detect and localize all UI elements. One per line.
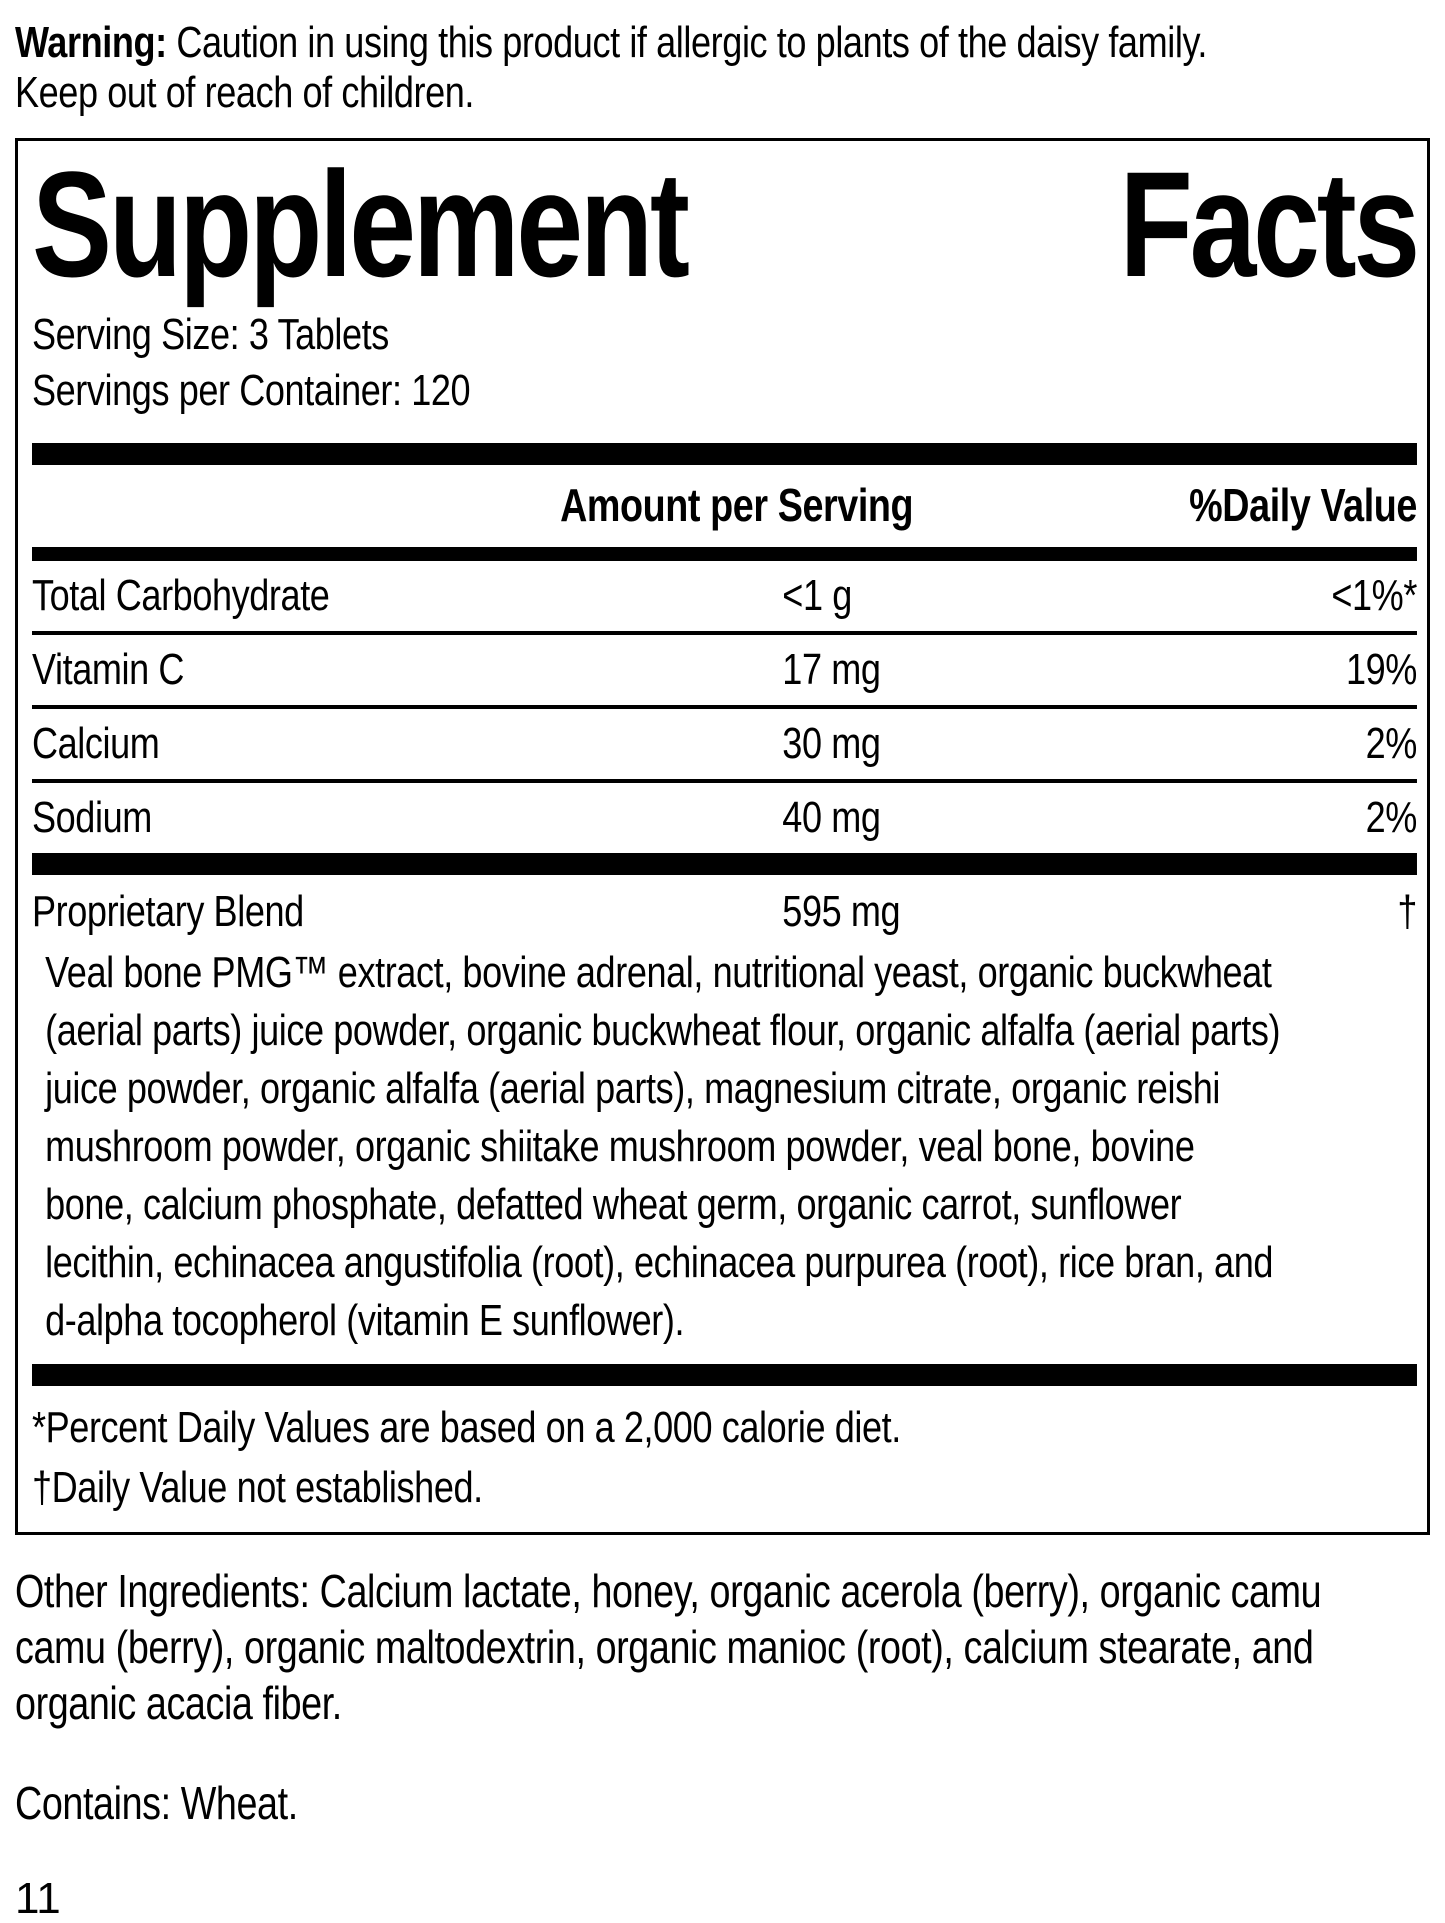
table-row-vitamin-c — [32, 631, 1417, 705]
footnote-daily-value-not-established: †Daily Value not established. — [32, 1463, 483, 1512]
contains-statement: Contains: Wheat. — [15, 1777, 298, 1829]
table-row-calcium — [32, 705, 1417, 779]
table-row-total-carbohydrate — [32, 561, 1417, 631]
warning-label: Warning: — [15, 18, 167, 67]
nutrient-amount: 30 mg — [782, 719, 881, 768]
nutrient-amount: 40 mg — [782, 793, 881, 842]
nutrient-name: Total Carbohydrate — [32, 571, 330, 620]
table-header-row — [32, 465, 1417, 547]
nutrient-daily-value: 2% — [1365, 719, 1417, 768]
nutrient-amount: <1 g — [782, 571, 852, 620]
footnotes — [32, 1386, 1417, 1522]
other-ingredients: Other Ingredients: Calcium lactate, honey, organic acerola (berry), organic camu camu (berry), organic maltodextrin, organic manioc (root), calcium stearate, and organic acacia fiber. — [15, 1565, 1322, 1729]
nutrient-name: Calcium — [32, 719, 160, 768]
table-row-sodium — [32, 779, 1417, 853]
warning-body: Caution in using this product if allergic to plants of the daisy family. Keep out of reach of children. — [15, 18, 1208, 117]
page-number: 11 — [15, 1874, 61, 1923]
nutrient-daily-value: 2% — [1365, 793, 1417, 842]
panel-title — [32, 140, 1417, 308]
servings-per-container: Servings per Container: 120 — [32, 366, 471, 415]
divider-bar — [32, 443, 1417, 465]
nutrient-name: Vitamin C — [32, 645, 185, 694]
panel-title-word-supplement: Supplement — [32, 140, 687, 308]
divider-bar — [32, 1364, 1417, 1386]
divider-bar — [32, 547, 1417, 561]
nutrient-daily-value: † — [1397, 887, 1417, 936]
proprietary-blend-ingredients: Veal bone PMG™ extract, bovine adrenal, nutritional yeast, organic buckwheat (aerial parts) juice powder, organic buckwheat flour, organic alfalfa (aerial parts) juice powder, organic alfalfa (aerial parts), magnesium citrate, organic reishi mushroom powder, organic shiitake mushroom powder, veal bone, bovine bone, calcium phosphate, defatted wheat germ, organic carrot, sunflower lecithin, echinacea angustifolia (root), echinacea purpurea (root), rice bran, and d-alpha tocopherol (vitamin E sunflower). — [45, 948, 1281, 1345]
panel-title-word-facts: Facts — [1119, 140, 1417, 308]
amount-per-serving-header: Amount per Serving — [560, 479, 914, 531]
warning-text — [15, 18, 1255, 118]
nutrient-daily-value: <1%* — [1331, 571, 1417, 620]
footnote-percent-daily-values: *Percent Daily Values are based on a 2,000 calorie diet. — [32, 1403, 901, 1452]
supplement-facts-panel — [15, 138, 1430, 1535]
nutrient-amount: 17 mg — [782, 645, 881, 694]
serving-size: Serving Size: 3 Tablets — [32, 310, 389, 359]
nutrient-amount: 595 mg — [782, 887, 901, 936]
nutrient-name: Sodium — [32, 793, 152, 842]
nutrient-daily-value: 19% — [1345, 645, 1417, 694]
divider-bar — [32, 853, 1417, 875]
daily-value-header: %Daily Value — [1189, 479, 1417, 531]
table-row-proprietary-blend — [32, 875, 1417, 944]
panel-body — [32, 307, 1417, 1522]
nutrient-name: Proprietary Blend — [32, 887, 304, 936]
